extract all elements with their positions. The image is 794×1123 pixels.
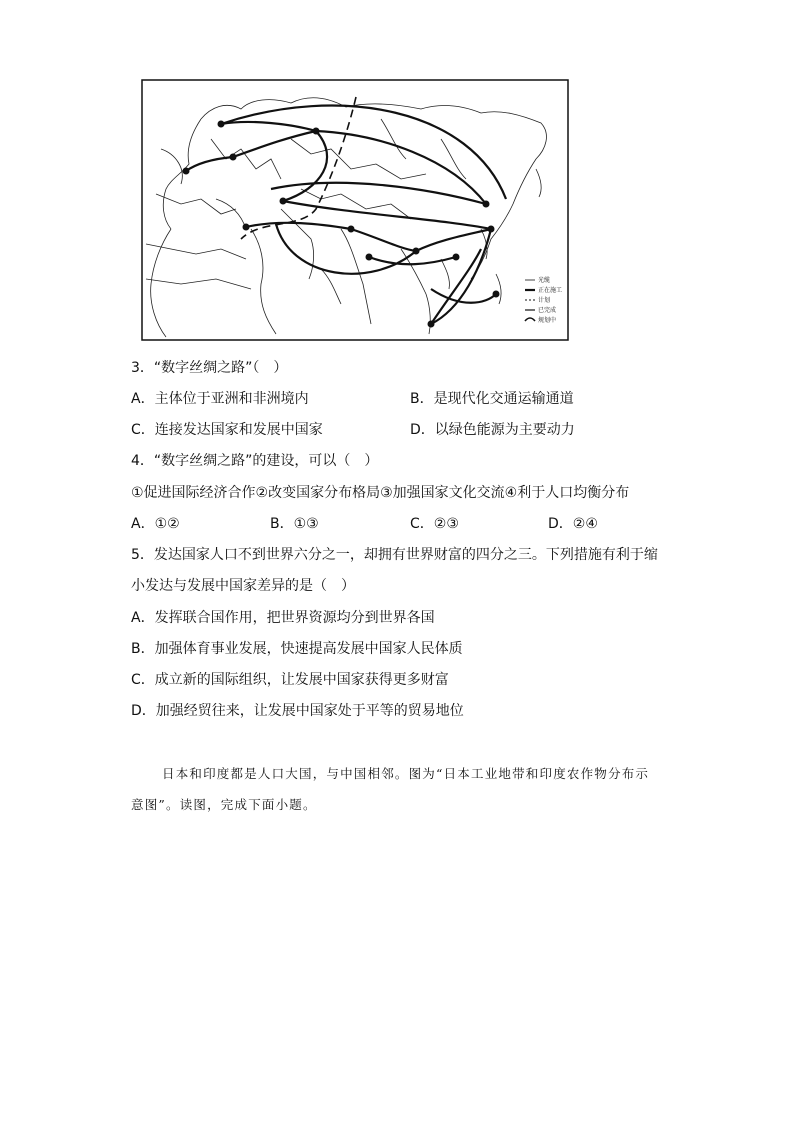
legend-label-2: 计划	[538, 297, 551, 304]
intro-line1: 日本和印度都是人口大国，与中国相邻。图为“日本工业地带和印度农作物分布示	[162, 766, 650, 781]
node-london	[218, 121, 225, 128]
q4-option-b[interactable]: B．①③	[270, 516, 319, 532]
q5-option-d[interactable]: D．加强经贸往来，让发展中国家处于平等的贸易地位	[131, 703, 464, 719]
node-mumbai	[366, 254, 373, 261]
q4-option-a[interactable]: A．①②	[131, 516, 180, 532]
node-karachi	[348, 226, 355, 233]
q3-option-d[interactable]: D．以绿色能源为主要动力	[410, 422, 575, 438]
legend-label-0: 光缆	[538, 277, 551, 284]
q5-option-a[interactable]: A．发挥联合国作用，把世界资源均分到世界各国	[131, 610, 435, 626]
node-kolkata	[413, 248, 420, 255]
q5-option-b[interactable]: B．加强体育事业发展，快速提高发展中国家人民体质	[131, 641, 463, 657]
q4-statements: ①促进国际经济合作②改变国家分布格局③加强国家文化交流④利于人口均衡分布	[131, 485, 630, 501]
node-cairo	[243, 224, 250, 231]
node-paris	[230, 154, 237, 161]
legend-label-1: 正在施工	[538, 287, 563, 294]
q5-option-c[interactable]: C．成立新的国际组织，让发展中国家获得更多财富	[131, 672, 449, 688]
q4-option-c[interactable]: C．②③	[410, 516, 459, 532]
intro-line2: 意图”。读图，完成下面小题。	[131, 797, 317, 812]
node-manila	[493, 291, 500, 298]
q3-option-c[interactable]: C．连接发达国家和发展中国家	[131, 422, 323, 438]
digital-silk-road-map	[141, 79, 569, 341]
node-hongkong	[453, 254, 460, 261]
node-beijing	[483, 201, 490, 208]
node-shanghai	[488, 226, 495, 233]
legend-label-4: 规划中	[538, 317, 557, 324]
q4-option-d[interactable]: D．②④	[548, 516, 598, 532]
legend-label-3: 已完成	[538, 307, 557, 314]
map-svg	[141, 79, 569, 341]
map-border	[142, 80, 568, 340]
q3-option-b[interactable]: B．是现代化交通运输通道	[410, 391, 574, 407]
q3-stem: 3．“数字丝绸之路”（ ）	[131, 360, 288, 376]
node-singapore	[428, 321, 435, 328]
q5-stem-line2: 小发达与发展中国家差异的是（ ）	[131, 578, 355, 594]
node-madrid	[183, 168, 190, 175]
q5-stem-line1: 5．发达国家人口不到世界六分之一，却拥有世界财富的四分之三。下列措施有利于缩	[131, 547, 658, 563]
node-tehran	[280, 198, 287, 205]
q4-stem: 4．“数字丝绸之路”的建设，可以（ ）	[131, 453, 379, 469]
q3-option-a[interactable]: A．主体位于亚洲和非洲境内	[131, 391, 309, 407]
node-moscow	[313, 128, 320, 135]
